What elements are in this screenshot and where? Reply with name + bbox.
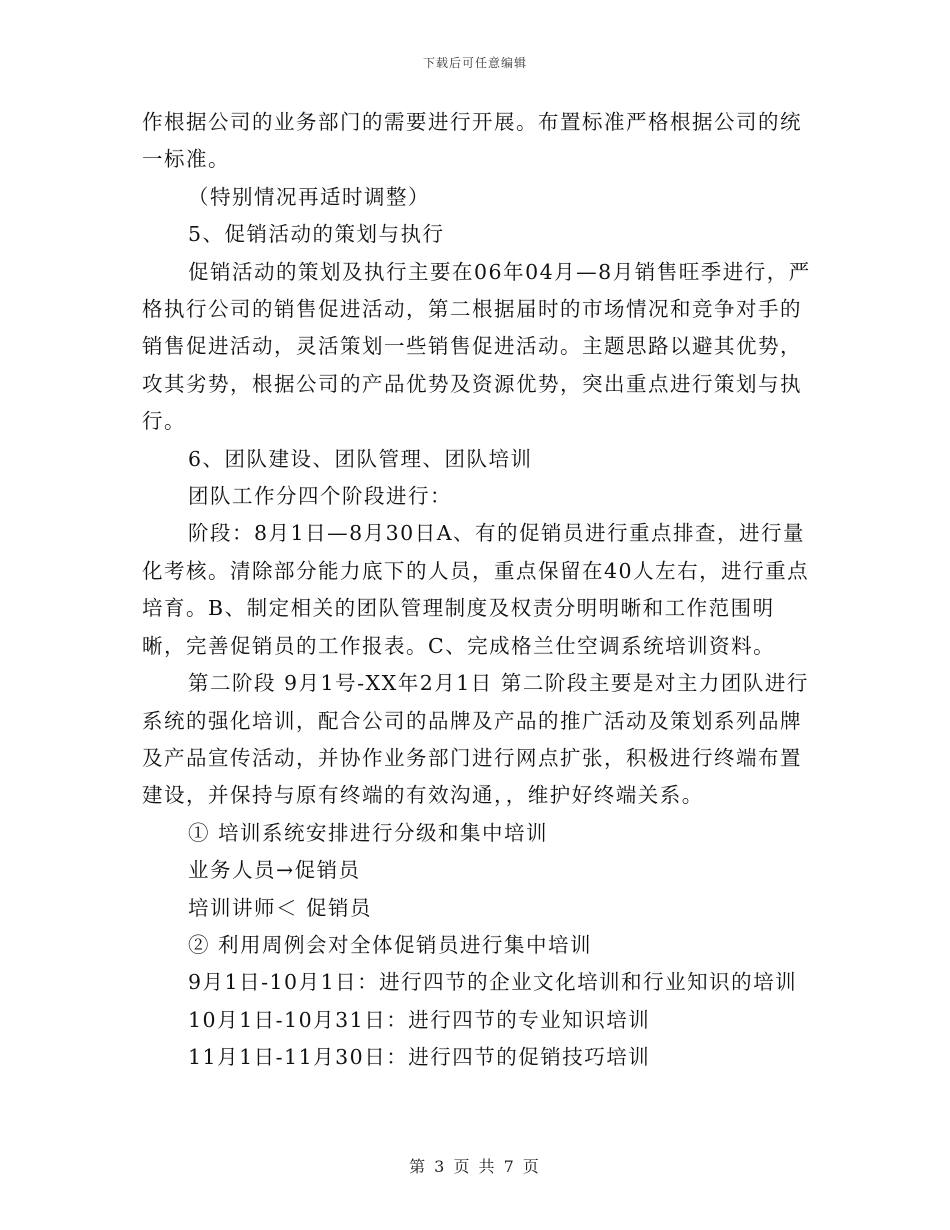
list-item: 业务人员→促销员 (188, 858, 361, 883)
paragraph-promotion: 促销活动的策划及执行主要在06年04月—8月销售旺季进行，严格执行公司的销售促进活动，第二根据届时的市场情况和竞争对手的销售促进活动，灵活策划一些销售促进活动。主题思路以避其优势，攻其劣势，根据公司的产品优势及资源优势，突出重点进行策划与执行。 (142, 259, 811, 434)
paragraph-stage-one: 阶段：8月1日—8月30日A、有的促销员进行重点排查，进行量化考核。清除部分能力底下的人员，重点保留在40人左右，进行重点培育。B、制定相关的团队管理制度及权责分明明晰和工作范围明晰，完善促销员的工作报表。C、完成格兰仕空调系统培训资料。 (142, 521, 810, 658)
page-number: 第 3 页 共 7 页 (409, 1157, 541, 1176)
list-item: ② 利用周例会对全体促销员进行集中培训 (188, 932, 593, 957)
list-item: 11月1日-11月30日：进行四节的促销技巧培训 (188, 1045, 651, 1070)
list-item: ① 培训系统安排进行分级和集中培训 (188, 820, 549, 845)
list-item: 培训讲师＜ 促销员 (188, 895, 373, 920)
paragraph-stage-two: 第二阶段 9月1号-XX年2月1日 第二阶段主要是对主力团队进行系统的强化培训，配合公司的品牌及产品的推广活动及策划系列品牌及产品宣传活动，并协作业务部门进行网点扩张，积极进行终端布置建设，并保持与原有终端的有效沟通，，维护好终端关系。 (142, 671, 809, 808)
list-item: 10月1日-10月31日：进行四节的专业知识培训 (188, 1007, 651, 1032)
paragraph-team-stages: 团队工作分四个阶段进行： (188, 484, 452, 509)
list-item: 9月1日-10月1日：进行四节的企业文化培训和行业知识的培训 (188, 970, 798, 995)
document-body (142, 104, 812, 1077)
paragraph-note: （特别情况再适时调整） (188, 184, 430, 209)
section-heading-promotion: 5、促销活动的策划与执行 (188, 222, 445, 247)
paragraph-continuation: 作根据公司的业务部门的需要进行开展。布置标准严格根据公司的统一标准。 (142, 110, 802, 172)
page-header: 下载后可任意编辑 (422, 56, 527, 70)
section-heading-team: 6、团队建设、团队管理、团队培训 (188, 446, 533, 471)
